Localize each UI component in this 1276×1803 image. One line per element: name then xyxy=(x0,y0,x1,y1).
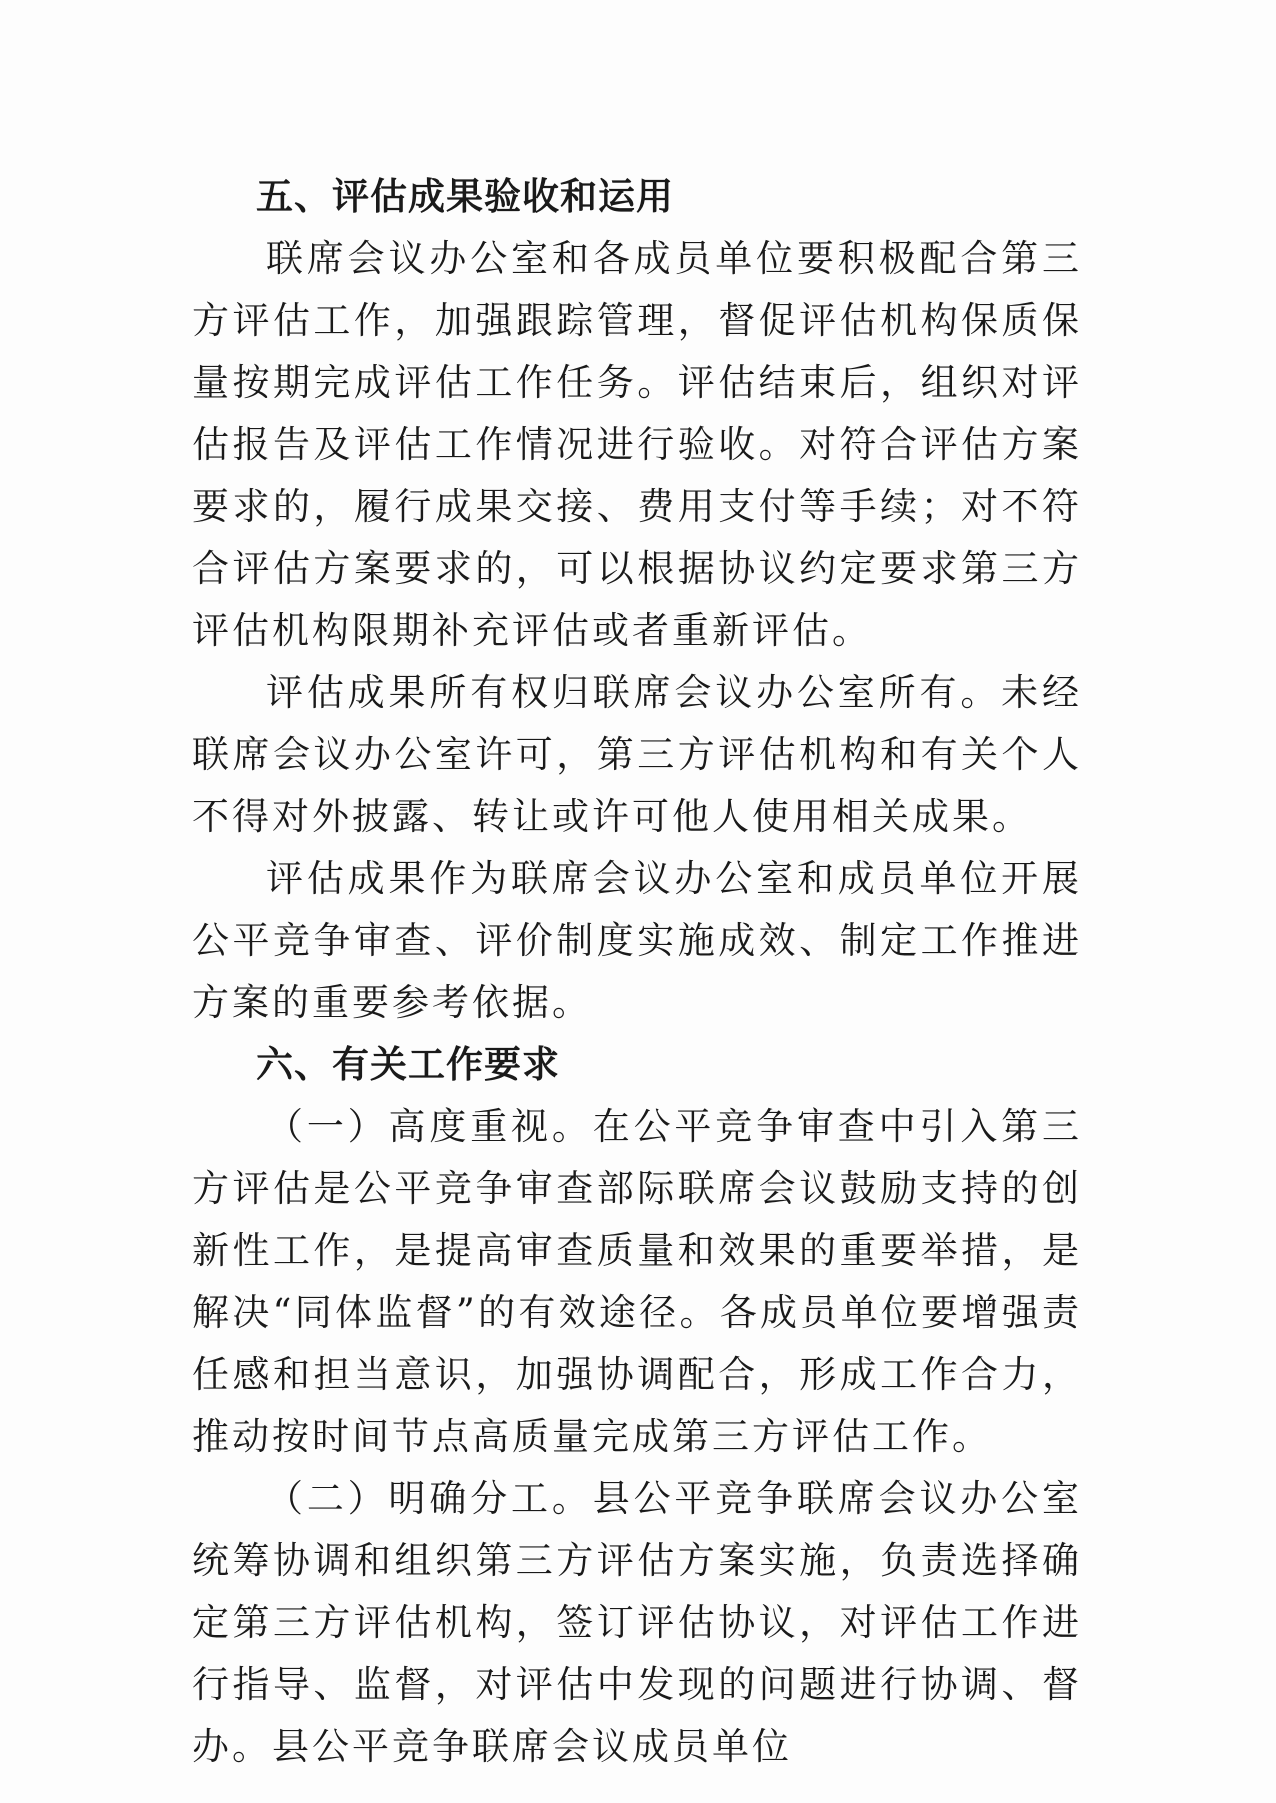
paragraph: （二）明确分工。县公平竞争联席会议办公室统筹协调和组织第三方评估方案实施，负责选择确定第三方评估机构，签订评估协议，对评估工作进行指导、监督，对评估中发现的问题进行协调、督办。县公平竞争联席会议成员单位 xyxy=(192,1477,1082,1768)
section-heading-work-requirements: 六、有关工作要求 xyxy=(256,1043,560,1086)
paragraph: 评估成果所有权归联席会议办公室所有。未经联席会议办公室许可，第三方评估机构和有关个人不得对外披露、转让或许可他人使用相关成果。 xyxy=(192,671,1082,838)
paragraph: 评估成果作为联席会议办公室和成员单位开展公平竞争审查、评价制度实施成效、制定工作推进方案的重要参考依据。 xyxy=(192,857,1082,1024)
paragraph: 联席会议办公室和各成员单位要积极配合第三方评估工作，加强跟踪管理，督促评估机构保质保量按期完成评估工作任务。评估结束后，组织对评估报告及评估工作情况进行验收。对符合评估方案要求的，履行成果交接、费用支付等手续；对不符合评估方案要求的，可以根据协议约定要求第三方评估机构限期补充评估或者重新评估。 xyxy=(192,237,1082,652)
section-heading-evaluation-results: 五、评估成果验收和运用 xyxy=(256,175,674,218)
document-body xyxy=(192,166,1082,1778)
paragraph: （一）高度重视。在公平竞争审查中引入第三方评估是公平竞争审查部际联席会议鼓励支持的创新性工作，是提高审查质量和效果的重要举措，是解决“同体监督”的有效途径。各成员单位要增强责任感和担当意识，加强协调配合，形成工作合力，推动按时间节点高质量完成第三方评估工作。 xyxy=(192,1105,1082,1458)
